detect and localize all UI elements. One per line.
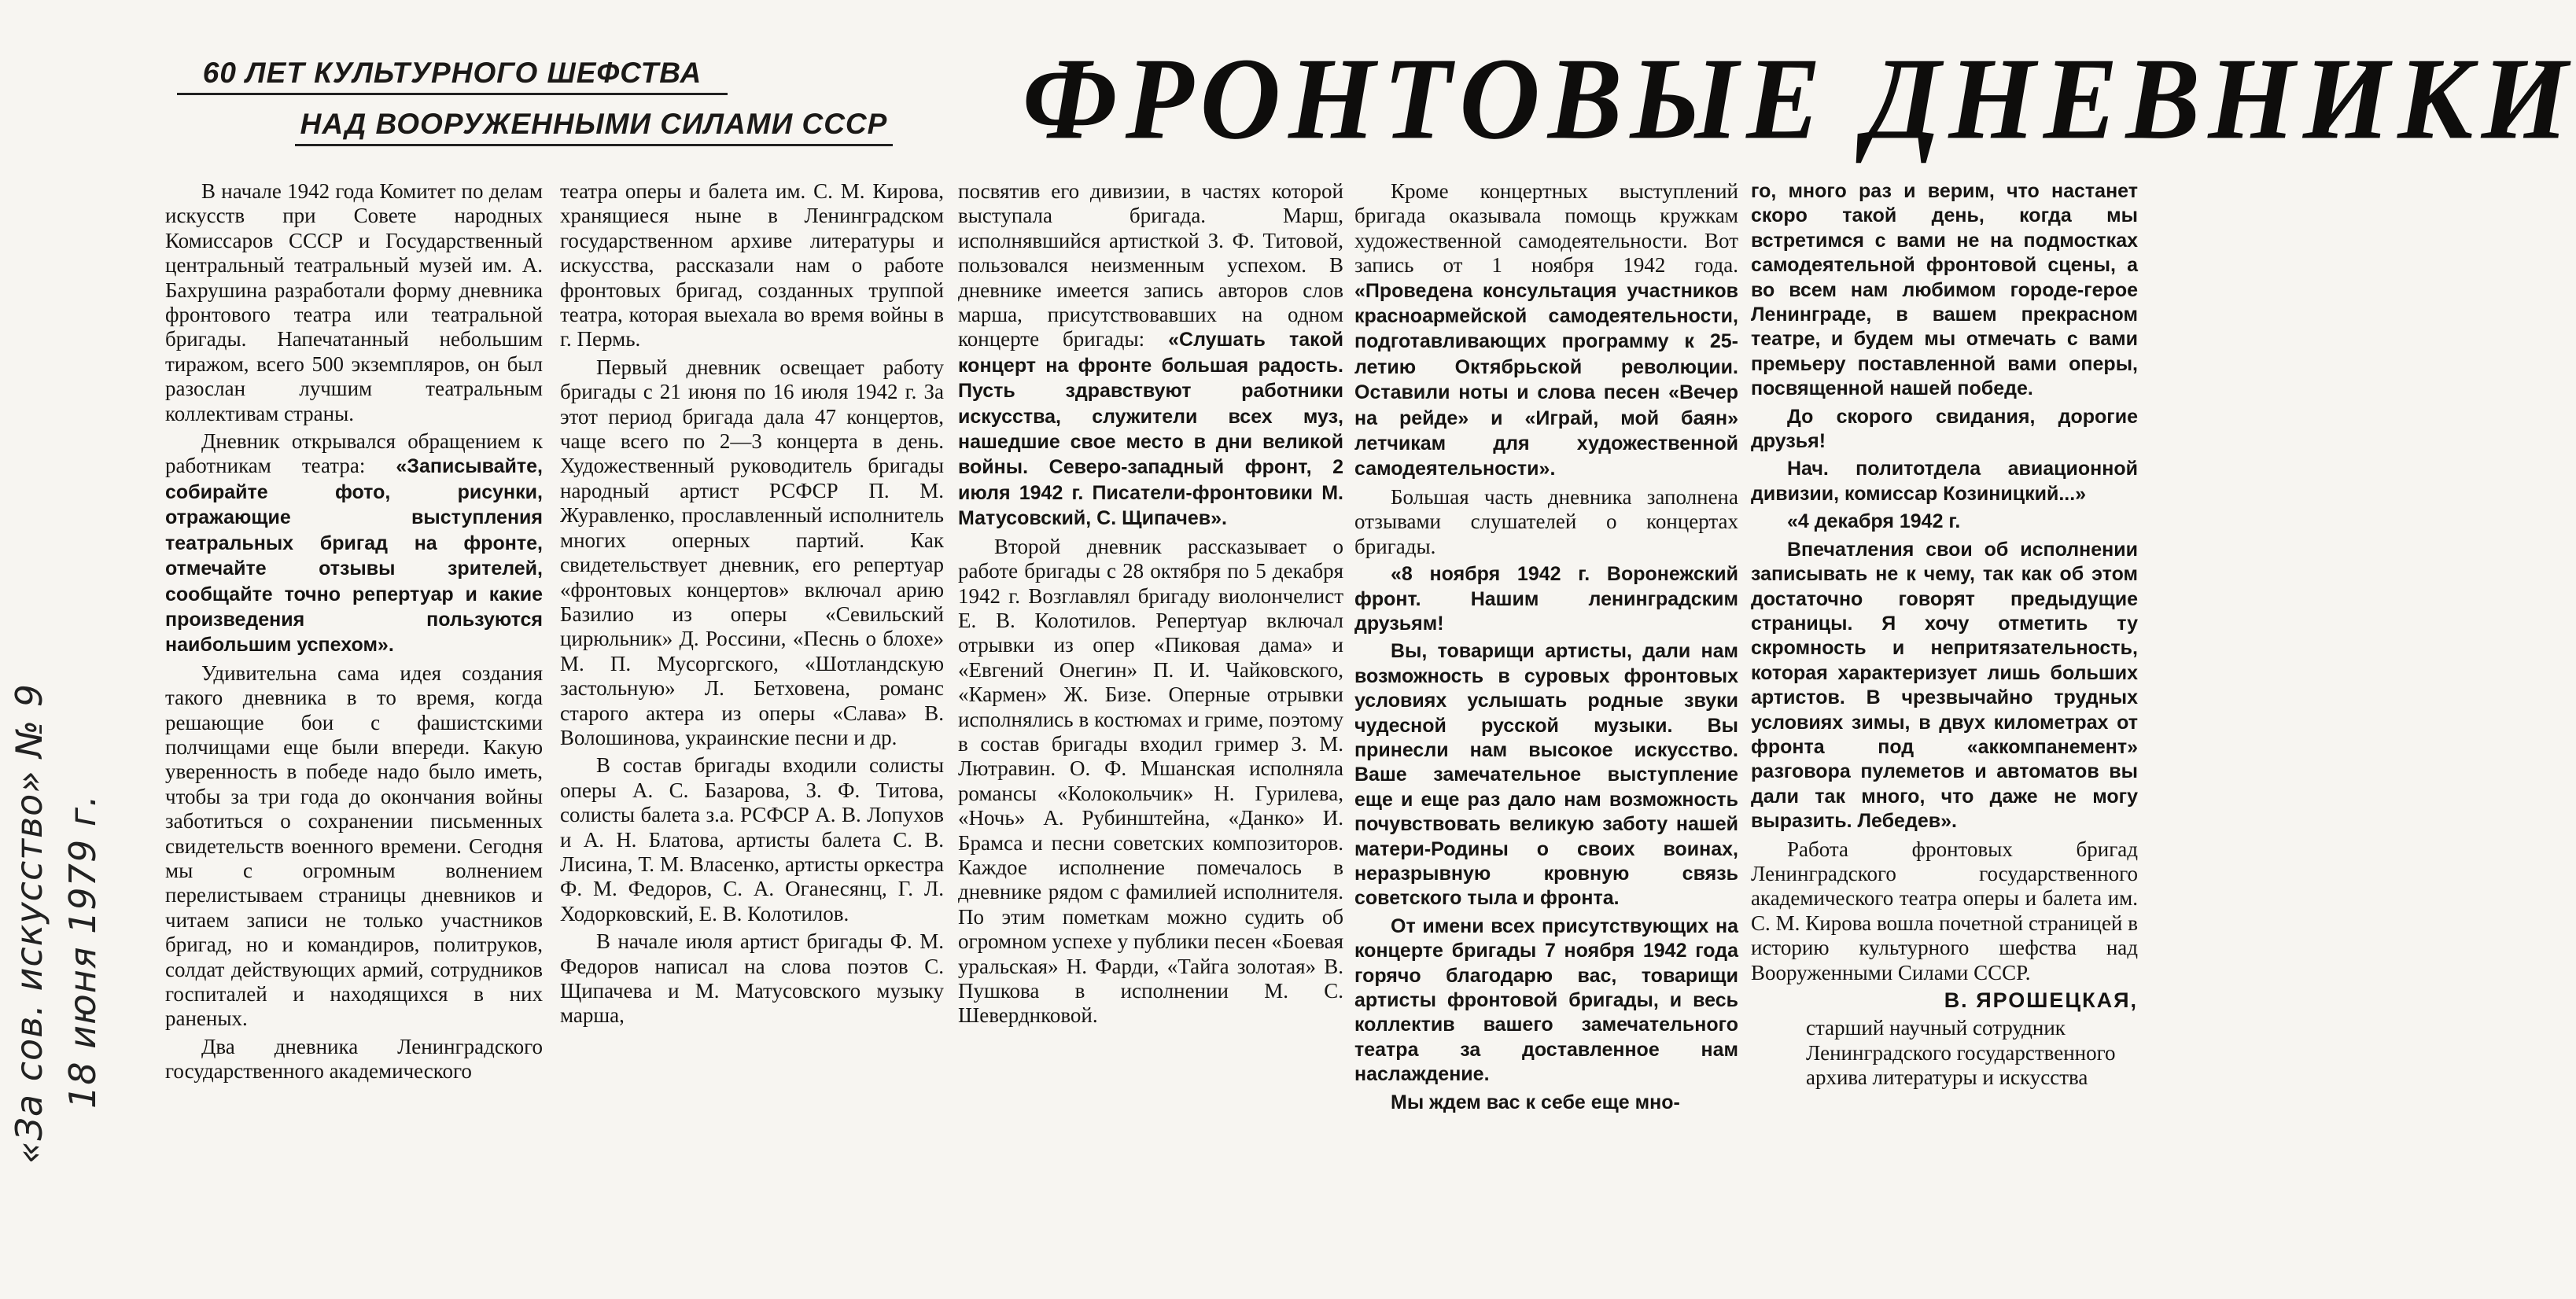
article-column-4 (1354, 179, 1738, 1115)
article-column-1 (165, 179, 543, 1084)
rubric (202, 57, 888, 146)
paragraph: Удивительна сама идея создания такого дневника в то время, когда решающие бои с фашистскими полчищами еще были впереди. Какую уверенность в победе надо было иметь, чтобы за три года до окончания войны заботиться о сохранении письменных свидетельств военного времени. Сегодня мы с огромным волнением перелистываем страницы дневников и читаем записи не только участников бригад, но и командиров, политруков, солдат действующих армий, сотрудников госпиталей и находящихся в них раненых. (165, 661, 543, 1031)
quote-bold: «Проведена консультация участников красноармейской самодеятельности, подготавливающих программу к 25-летию Октябрьской революции. Оставили ноты и слова песен «Вечер на рейде» и «Играй, мой баян» летчикам для художественной самодеятельности». (1354, 279, 1738, 480)
author-signature: В. ЯРОШЕЦКАЯ, (1944, 988, 2138, 1012)
article-column-2 (560, 179, 944, 1029)
quote-bold: Впечатления свои об исполнении записывать не к чему, так как об этом достаточно говорят предыдущие страницы. Я хочу отметить ту скромность и непритязательность, которая характеризует лишь больших артистов. В чрезвычайно трудных условиях зимы, в двух километрах от фронта под «аккомпанемент» разговора пулеметов и автоматов вы дали так много, что даже не могу выразить. Лебедев». (1751, 538, 2138, 833)
paragraph-lead: Дневник открывался обращением к работникам театра: (165, 429, 543, 478)
paragraph: Первый дневник освещает работу бригады с 21 июня по 16 июля 1942 г. За этот период бригада дала 47 концертов, чаще всего по 2—3 концерта в день. Художественный руководитель бригады народный артист РСФСР П. М. Журавленко, прославленный исполнитель многих оперных партий. Как свидетельствует дневник, его репертуар «фронтовых концертов» включал арию Базилио из оперы «Севильский цирюльник» Д. Россини, «Песнь о блохе» М. П. Мусоргского, «Шотландскую застольную» Л. Бетховена, романс старого актера из оперы «Слава» В. Волошинова, украинские песни и др. (560, 355, 944, 749)
paragraph-lead: Кроме концертных выступлений бригада оказывала помощь кружкам художественной самодеятельности. Вот запись от 1 ноября 1942 года. (1354, 179, 1738, 278)
paragraph (1354, 179, 1738, 482)
quote-bold: «Записывайте, собирайте фото, рисунки, отражающие выступления театральных бригад на фронте, отмечайте отзывы зрителей, сообщайте точно репертуар и какие произведения пользуются наибольшим успехом». (165, 455, 543, 657)
article-column-5 (1751, 179, 2138, 1091)
paragraph: Второй дневник рассказывает о работе бригады с 28 октября по 5 декабря 1942 г. Возглавлял бригаду виолончелист Е. В. Колотилов. Репертуар включал отрывки из опер «Пиковая дама» и «Евгений Онегин» П. И. Чайковского, «Кармен» Ж. Бизе. Оперные отрывки исполнялись в костюмах и гриме, поэтому в состав бригады входил гример З. М. Лютравин. О. Ф. Мшанская исполняла романсы «Колокольчик» Н. Гурилева, «Ночь» А. Рубинштейна, «Данко» И. Брамса и песни советских композиторов. Каждое исполнение помечалось в дневнике рядом с фамилией исполнителя. По этим пометкам можно судить об огромном успехе у публики песен «Боевая уральская» Н. Фарди, «Тайга золотая» В. Пушкова в исполнении М. С. Шеверднковой. (958, 534, 1343, 1028)
article-column-3 (958, 179, 1343, 1029)
handwritten-note-line1: «За сов. искусство» № 9 (8, 683, 50, 1164)
quote-bold: От имени всех присутствующих на концерте бригады 7 ноября 1942 года горячо благодарю вас, товарищи артисты фронтовой бригады, и весь коллектив вашего замечательного театра за доставленное нам наслаждение. (1354, 914, 1738, 1086)
paragraph: В состав бригады входили солисты оперы А. С. Базарова, З. Ф. Титова, солисты балета з.а. РСФСР А. В. Лопухов и А. Н. Блатова, артисты балета С. В. Лисина, Т. М. Власенко, артисты оркестра Ф. М. Федоров, С. А. Оганесянц, Г. Л. Ходорковский, Е. В. Колотилов. (560, 753, 944, 925)
quote-bold: «8 ноября 1942 г. Воронежский фронт. Нашим ленинградским друзьям! (1354, 563, 1738, 635)
quote-bold: Мы ждем вас к себе еще мно- (1391, 1091, 1680, 1113)
author-role: старший научный сотрудник Ленинградского государственного архива литературы и искусства (1806, 1016, 2116, 1090)
paragraph (165, 429, 543, 658)
paragraph: В начале июля артист бригады Ф. М. Федоров написал на слова поэтов С. Щипачева и М. Матусовского музыку марша, (560, 929, 944, 1028)
rubric-line2: НАД ВООРУЖЕННЫМИ СИЛАМИ СССР (295, 108, 893, 146)
quote-bold: До скорого свидания, дорогие друзья! (1751, 405, 2138, 453)
paragraph: театра оперы и балета им. С. М. Кирова, хранящиеся ныне в Ленинградском государственном архиве литературы и искусства, рассказали нам о работе фронтовых бригад, созданных труппой театра, которая выехала во время войны в г. Пермь. (560, 179, 944, 351)
handwritten-margin-note (8, 683, 104, 1164)
paragraph (958, 179, 1343, 532)
quote-bold: Вы, товарищи артисты, дали нам возможность в суровых фронтовых условиях услышать родные звуки чудесной русской музыки. Вы принесли нам высокое искусство. Ваше замечательное выступление еще и еще раз дало нам возможность почувствовать великую заботу нашей матери-Родины о своих воинах, неразрывную кровную связь советского тыла и фронта. (1354, 640, 1738, 910)
quote-bold: го, много раз и верим, что настанет скоро такой день, когда мы встретимся с вами не на подмостках самодеятельной фронтовой сцены, а во всем нам любимом городе-герое Ленинграде, в вашем прекрасном театре, и будем мы отмечать с вами премьеру поставленной вами оперы, посвященной нашей победе. (1751, 180, 2138, 400)
paragraph: В начале 1942 года Комитет по делам искусств при Совете народных Комиссаров СССР и Государственный центральный театральный музей им. А. Бахрушина разработали форму дневника фронтового театра или театральной бригады. Напечатанный небольшим тиражом, всего 500 экземпляров, он был разослан лучшим театральным коллективам страны. (165, 179, 543, 425)
rubric-line1: 60 ЛЕТ КУЛЬТУРНОГО ШЕФСТВА (177, 57, 728, 95)
paragraph: Два дневника Ленинградского государственного академического (165, 1034, 543, 1084)
paragraph-lead: посвятив его дивизии, в частях которой выступала бригада. Марш, исполнявшийся артисткой З. Ф. Титовой, пользовался неизменным успехом. В дневнике имеется запись авторов слов марша, присутствовавших на одном концерте бригады: (958, 179, 1343, 351)
article-headline: ФРОНТОВЫЕ ДНЕВНИКИ (1023, 33, 2576, 164)
paragraph: Большая часть дневника заполнена отзывами слушателей о концертах бригады. (1354, 484, 1738, 558)
handwritten-note-line2: 18 июня 1979 г. (61, 794, 104, 1109)
quote-bold: «Слушать такой концерт на фронте большая радость. Пусть здравствуют работники искусства, служители всех муз, нашедшие свое место в дни великой войны. Северо-западный фронт, 2 июля 1942 г. Писатели-фронтовики М. Матусовский, С. Щипачев». (958, 329, 1344, 530)
quote-bold: Нач. политотдела авиационной дивизии, комиссар Козиницкий...» (1751, 458, 2138, 505)
paragraph: Работа фронтовых бригад Ленинградского государственного академического театра оперы и балета им. С. М. Кирова вошла почетной страницей в историю культурного шефства над Вооруженными Силами СССР. (1751, 837, 2138, 984)
quote-bold: «4 декабря 1942 г. (1787, 510, 1961, 533)
